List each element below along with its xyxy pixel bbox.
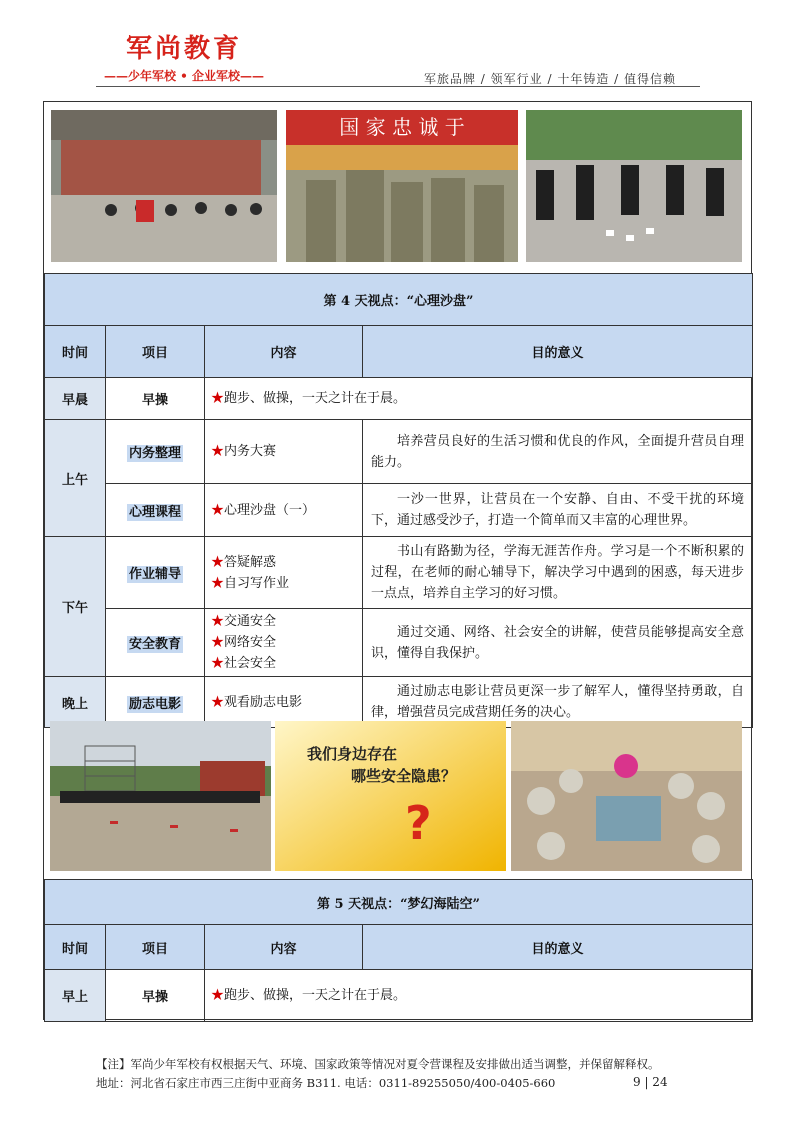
content-cell <box>205 609 363 677</box>
day4-title: 第 4 天视点：“心理沙盘” <box>45 274 753 326</box>
logo-title: 军尚教育 <box>125 34 242 64</box>
project-label: 励志电影 <box>128 696 181 712</box>
top-photo-row <box>44 101 751 273</box>
time-cell: 晚上 <box>45 677 106 728</box>
table-row <box>45 378 753 420</box>
photo-sand-table-game <box>526 110 742 262</box>
meaning-cell: 培养营员良好的生活习惯和优良的作风，全面提升营员自理能力。 <box>363 420 753 484</box>
photo-sand-play-group <box>511 721 742 871</box>
middle-photo-row <box>44 711 751 879</box>
project-cell: 早操 <box>106 378 205 420</box>
col-time-header: 时间 <box>45 925 106 970</box>
content-item: 社会安全 <box>224 656 277 671</box>
logo-subtitle: ——少年军校 • 企业军校—— <box>103 69 265 83</box>
content-item: 跑步、做操，一天之计在于晨。 <box>224 391 407 406</box>
day4-schedule-table <box>44 273 753 728</box>
col-project-header: 项目 <box>106 925 205 970</box>
header-tagline: 军旅品牌 / 领军行业 / 十年铸造 / 值得信赖 <box>423 72 676 86</box>
time-cell: 早上 <box>45 970 106 1022</box>
red-star-icon: ★ <box>211 391 225 406</box>
content-item: 观看励志电影 <box>224 694 303 710</box>
content-item: 答疑解惑 <box>224 554 277 570</box>
content-item: 自习写作业 <box>224 575 290 591</box>
red-star-icon: ★ <box>211 502 225 518</box>
content-cell <box>205 378 753 420</box>
day5-schedule-table <box>44 879 753 1022</box>
time-cell: 早晨 <box>45 378 106 420</box>
brand-logo <box>96 28 272 84</box>
col-meaning-header: 目的意义 <box>363 326 753 378</box>
col-content-header: 内容 <box>205 925 363 970</box>
table-row <box>45 609 753 677</box>
content-item: 心理沙盘（一） <box>224 502 316 518</box>
content-cell <box>205 537 363 609</box>
col-content-header: 内容 <box>205 326 363 378</box>
header-divider <box>96 86 700 87</box>
col-time-header: 时间 <box>45 326 106 378</box>
content-item: 网络安全 <box>224 635 277 650</box>
red-star-icon: ★ <box>211 614 225 629</box>
content-item: 内务大赛 <box>224 444 277 459</box>
footer-note: 【注】军尚少年军校有权根据天气、环境、国家政策等情况对夏令营课程及安排做出适当调整，并保留解释权。 <box>96 1057 660 1071</box>
footer-address: 地址：河北省石家庄市西三庄街中亚商务 B311. 电话：0311-89255050/400-0405-660 <box>96 1076 556 1090</box>
red-star-icon: ★ <box>211 635 225 650</box>
content-cell <box>205 420 363 484</box>
day5-title: 第 5 天视点：“梦幻海陆空” <box>45 880 753 925</box>
table-row <box>45 970 753 1022</box>
content-item: 跑步、做操，一天之计在于晨。 <box>224 988 407 1003</box>
meaning-cell: 书山有路勤为径，学海无涯苦作舟。学习是一个不断积累的过程，在老师的耐心辅导下，解决学习中遇到的困惑，每天进步一点点，培养自主学习的好习惯。 <box>363 537 753 609</box>
col-project-header: 项目 <box>106 326 205 378</box>
photo-training-field <box>50 721 271 871</box>
project-label: 作业辅导 <box>128 567 181 582</box>
col-meaning-header: 目的意义 <box>363 925 753 970</box>
project-label: 心理课程 <box>128 504 181 520</box>
photo-safety-poster <box>275 721 506 871</box>
photo-cadets-banner <box>286 110 518 262</box>
red-star-icon: ★ <box>211 554 225 570</box>
time-cell: 下午 <box>45 537 106 677</box>
project-cell: 早操 <box>106 970 205 1022</box>
page-number: 9 | 24 <box>633 1075 668 1089</box>
project-cell <box>106 537 205 609</box>
poster-line-1: 我们身边存在 <box>307 745 398 763</box>
red-star-icon: ★ <box>211 444 225 459</box>
red-star-icon: ★ <box>211 656 225 671</box>
content-item: 交通安全 <box>224 614 277 629</box>
table-row <box>45 484 753 537</box>
photo-exercise-courtyard <box>51 110 277 262</box>
project-label: 安全教育 <box>128 637 181 652</box>
project-cell <box>106 484 205 537</box>
project-cell <box>106 420 205 484</box>
red-star-icon: ★ <box>211 988 225 1003</box>
question-mark-icon: ? <box>405 796 432 850</box>
project-label: 内务整理 <box>128 446 181 461</box>
meaning-cell: 通过励志电影让营员更深一步了解军人，懂得坚持勇敢，自律，增强营员完成营期任务的决心。 <box>363 677 753 728</box>
red-star-icon: ★ <box>211 694 225 710</box>
meaning-cell: 一沙一世界，让营员在一个安静、自由、不受干扰的环境下，通过感受沙子，打造一个简单而又丰富的心理世界。 <box>363 484 753 537</box>
project-cell <box>106 609 205 677</box>
meaning-cell: 通过交通、网络、社会安全的讲解，使营员能够提高安全意识，懂得自我保护。 <box>363 609 753 677</box>
red-star-icon: ★ <box>211 575 225 591</box>
content-cell <box>205 970 753 1022</box>
content-cell <box>205 484 363 537</box>
table-row <box>45 537 753 609</box>
table-row <box>45 420 753 484</box>
banner-text: 国 家 忠 诚 于 <box>339 115 465 139</box>
time-cell: 上午 <box>45 420 106 537</box>
poster-line-2: 哪些安全隐患？ <box>351 767 457 785</box>
